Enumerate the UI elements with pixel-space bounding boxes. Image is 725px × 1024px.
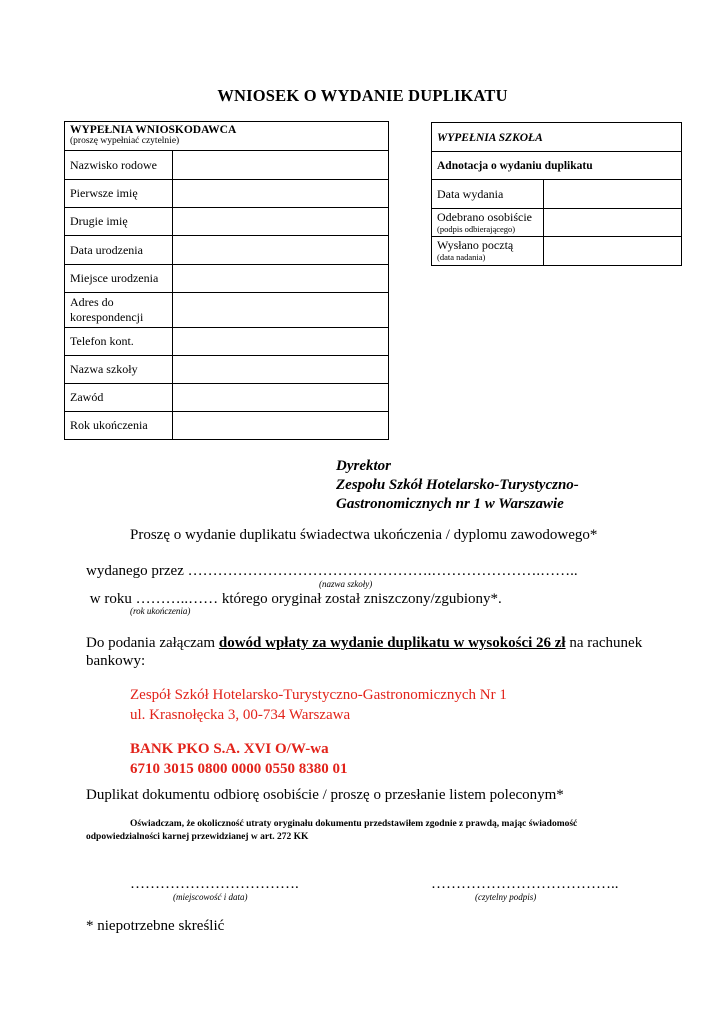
field-label: Miejsce urodzenia bbox=[65, 265, 173, 293]
school-form-table bbox=[431, 122, 682, 266]
bank-block bbox=[130, 685, 507, 779]
school-row3-label: Wysłano pocztą bbox=[437, 238, 514, 252]
recipient-line-3: Gastronomicznych nr 1 w Warszawie bbox=[336, 496, 564, 512]
bank-account-number: 6710 3015 0800 0000 0550 8380 01 bbox=[130, 761, 348, 777]
field-label: Drugie imię bbox=[65, 208, 173, 236]
field-input-adres[interactable] bbox=[173, 293, 389, 328]
school-form-subheader bbox=[432, 152, 682, 180]
attachment-paragraph bbox=[86, 634, 646, 670]
field-input-telefon[interactable] bbox=[173, 328, 389, 356]
school-row-label: Data wydania bbox=[432, 180, 544, 209]
signature-note: (czytelny podpis) bbox=[475, 892, 537, 902]
field-input-drugie-imie[interactable] bbox=[173, 208, 389, 236]
field-input-pierwsze-imie[interactable] bbox=[173, 180, 389, 208]
bank-name: BANK PKO S.A. XVI O/W-wa bbox=[130, 741, 329, 757]
request-text: Proszę o wydanie duplikatu świadectwa ukończenia / dyplomu zawodowego* bbox=[130, 527, 598, 543]
field-input-data-urodzenia[interactable] bbox=[173, 236, 389, 265]
year-line: w roku ………..…… którego oryginał został zniszczony/zgubiony*. bbox=[86, 591, 502, 607]
school-subheader-label: Adnotacja o wydaniu duplikatu bbox=[437, 160, 593, 172]
declaration bbox=[86, 818, 646, 844]
field-label: Data urodzenia bbox=[65, 236, 173, 265]
school-input-wyslano[interactable] bbox=[544, 237, 682, 266]
recipient-line-2: Zespołu Szkół Hotelarsko-Turystyczno- bbox=[336, 477, 579, 493]
recipient-line-1: Dyrektor bbox=[336, 458, 391, 474]
bank-recipient-name: Zespół Szkół Hotelarsko-Turystyczno-Gastronomicznych Nr 1 bbox=[130, 687, 507, 703]
field-input-zawod[interactable] bbox=[173, 384, 389, 412]
field-label: Adres do korespondencji bbox=[65, 293, 173, 328]
applicant-subheader-label: (proszę wypełniać czytelnie) bbox=[70, 136, 180, 146]
applicant-header-label: WYPEŁNIA WNIOSKODAWCA bbox=[70, 124, 237, 136]
attachment-suffix: na rachunek bbox=[565, 635, 643, 651]
school-form-header bbox=[432, 123, 682, 152]
document-title: WNIOSEK O WYDANIE DUPLIKATU bbox=[217, 86, 508, 105]
field-label: Rok ukończenia bbox=[65, 412, 173, 440]
school-row3-note: (data nadania) bbox=[437, 252, 486, 262]
declaration-line-1: Oświadczam, że okoliczność utraty oryginału dokumentu przedstawiłem zgodnie z prawdą, mając świadomość bbox=[130, 819, 578, 829]
field-label: Telefon kont. bbox=[65, 328, 173, 356]
declaration-line-2: odpowiedzialności karnej przewidzianej w art. 272 KK bbox=[86, 832, 309, 842]
signature-dots: ……………………………….. bbox=[431, 876, 619, 892]
attachment-prefix: Do podania załączam bbox=[86, 635, 219, 651]
school-input-data-wydania[interactable] bbox=[544, 180, 682, 209]
field-label: Nazwa szkoły bbox=[65, 356, 173, 384]
signature-place-date-dots: ……………………………. bbox=[130, 876, 299, 892]
issued-by-line: wydanego przez ………………………………………….………………….…….. bbox=[86, 563, 582, 579]
field-label: Nazwisko rodowe bbox=[65, 151, 173, 180]
recipient-block bbox=[336, 457, 579, 514]
issued-by-note: (nazwa szkoły) bbox=[319, 579, 373, 589]
school-row2-note: (podpis odbierającego) bbox=[437, 223, 516, 234]
field-input-miejsce-urodzenia[interactable] bbox=[173, 265, 389, 293]
bank-recipient-address: ul. Krasnołęcka 3, 00-734 Warszawa bbox=[130, 707, 351, 723]
applicant-form-header bbox=[65, 122, 389, 151]
school-input-odebrano[interactable] bbox=[544, 209, 682, 237]
signature-place-date-note: (miejscowość i data) bbox=[173, 892, 248, 902]
school-row-label bbox=[432, 237, 544, 266]
footnote: * niepotrzebne skreślić bbox=[86, 918, 225, 934]
school-row-label bbox=[432, 209, 544, 237]
attachment-bold: dowód wpłaty za wydanie duplikatu w wysokości 26 zł bbox=[218, 635, 566, 651]
school-row2-label: Odebrano osobiście bbox=[437, 209, 532, 224]
applicant-form-table bbox=[64, 121, 389, 440]
field-input-rok-ukonczenia[interactable] bbox=[173, 412, 389, 440]
field-input-nazwa-szkoly[interactable] bbox=[173, 356, 389, 384]
field-input-nazwisko[interactable] bbox=[173, 151, 389, 180]
pickup-text: Duplikat dokumentu odbiorę osobiście / proszę o przesłanie listem poleconym* bbox=[86, 787, 564, 803]
field-label: Zawód bbox=[65, 384, 173, 412]
school-header-label: WYPEŁNIA SZKOŁA bbox=[437, 131, 543, 144]
year-note: (rok ukończenia) bbox=[130, 606, 191, 616]
field-label: Pierwsze imię bbox=[65, 180, 173, 208]
attachment-line-2: bankowy: bbox=[86, 653, 146, 669]
